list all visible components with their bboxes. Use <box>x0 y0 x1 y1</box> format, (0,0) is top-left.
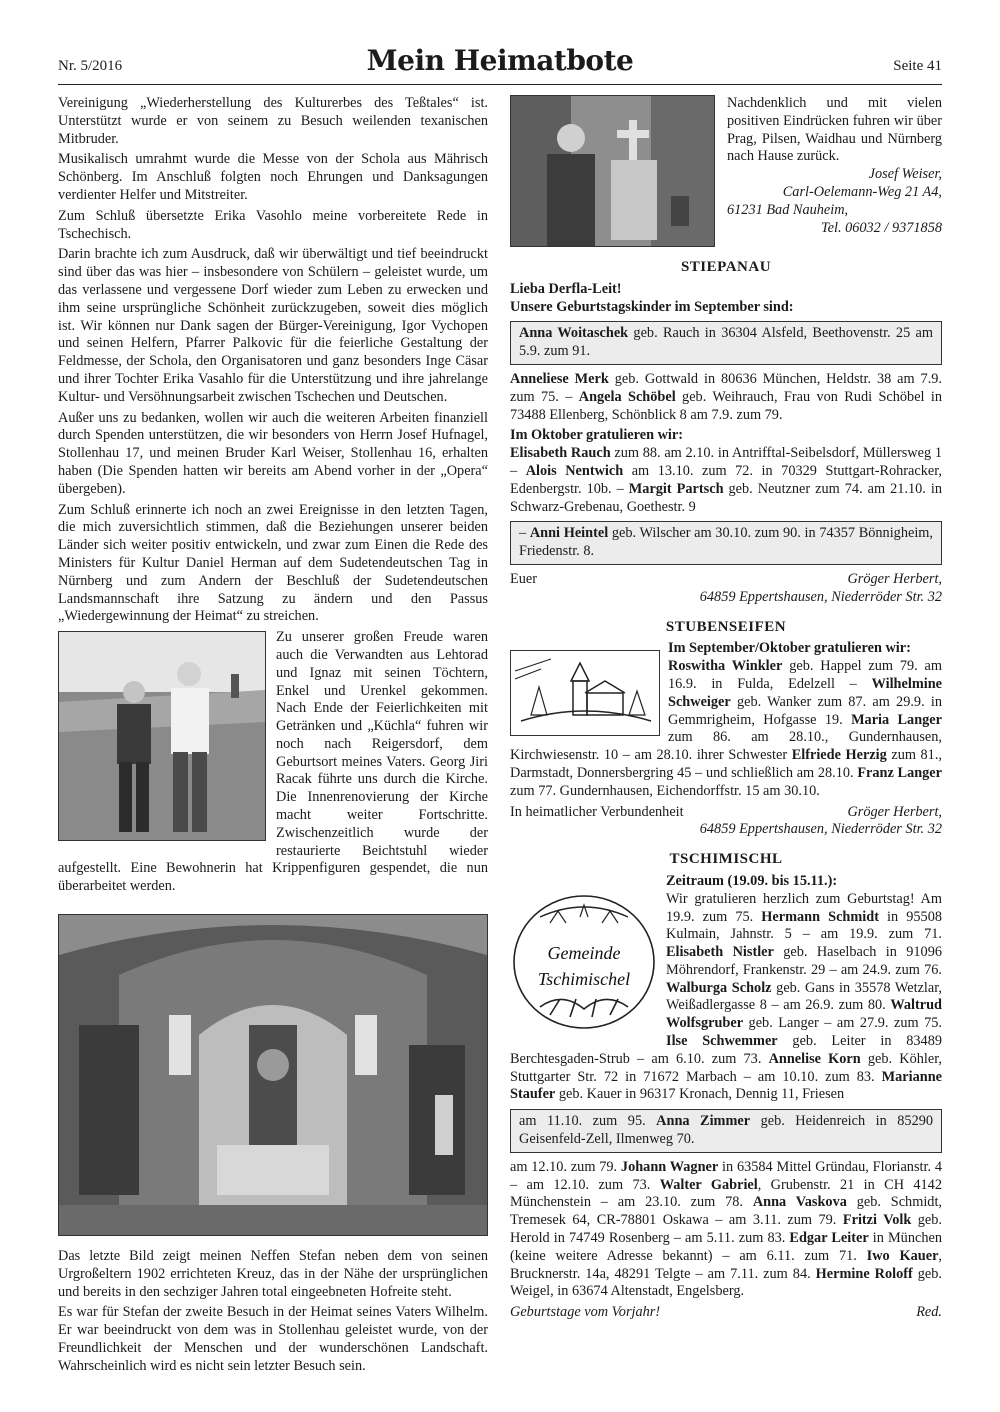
person-name: Elisabeth Nistler <box>666 944 774 961</box>
person-name: Hermine Roloff <box>815 1265 913 1282</box>
paragraph: Es war für Stefan der zweite Besuch in der Heimat seines Vaters Wilhelm. Er war beeindruckt von dem was in Stollenhau geleistet wurde, von der Freundlichkeit der Menschen und der wunderschönen Landschaft. Wahrscheinlich wird es nicht sein letzter Besuch sein. <box>58 1304 488 1374</box>
paragraph: Zum Schluß übersetzte Erika Vasohlo meine vorbereitete Rede in Tschechisch. <box>58 207 488 242</box>
relatives-section <box>58 629 488 896</box>
issue-number: Nr. 5/2016 <box>58 58 123 74</box>
entry-text: geb. Herold in 74749 Rosenberg – am 5.11. zum 83. <box>510 1212 942 1247</box>
paragraph: Vereinigung „Wiederherstellung des Kulturerbes des Teßtales“ ist. Unterstützt wurde er von seinem zu Besuch weilenden texanischen Mitbruder. <box>58 95 488 147</box>
entry-text: , Grubenstr. 21 in CH 4142 Münchenstein – am 23.10. zum 78. <box>510 1176 942 1211</box>
logo-text-line2: Tschimischel <box>537 968 631 989</box>
entry-text: geb. Haselbach in 91096 Möhrendorf, Frankenstr. 29 – am 24.9. zum 76. <box>666 944 943 978</box>
entry-text: zum 86. am 28.10., Gundernhausen, Kirchwiesenstr. 10 – am 28.10. ihrer Schwester <box>510 729 942 764</box>
stefan-cross-photo <box>510 95 715 247</box>
person-name: Waltrud Wolfsgruber <box>666 997 942 1032</box>
church-interior-photo <box>58 914 488 1236</box>
person-name: Franz Langer <box>857 764 943 781</box>
page-header <box>58 44 942 85</box>
stubenseifen-heading: Im September/Oktober gratulieren wir: <box>668 640 911 657</box>
closing-row <box>510 804 942 822</box>
birthday-list <box>510 371 942 424</box>
person-name: Angela Schöbel <box>578 388 676 405</box>
entry-text: geb. Wanker zum 87. am 29.9. in Gemmrigheim, Hofgasse 19. <box>668 693 942 728</box>
paragraph: Zu unserer großen Freude waren auch die Verwandten aus Lehtorad und Ignaz mit seinen Töchtern, Enkel und Urenkel gekommen. Nach Ende der Feierlichkeiten mit Getränken und „Küchla“ fuhren wir noch nach Reigersdorf, dem Geburtsort meines Vaters. Georg Jiri Racak führte uns durch die Kirche. Die Innenrenovierung der Kirche macht weiter Fortschritte. Zwischenzeitlich wurde der restaurierte Beichtstuhl wieder aufgestellt. Eine Bewohnerin hat Krippenfiguren gespendet, die nun überarbeitet werden. <box>58 629 488 895</box>
closing-text: Euer <box>510 570 537 587</box>
entry-text: , Brucknerstr. 14a, 48291 Telgte – am 7.11. zum 84. <box>510 1247 942 1282</box>
paragraph: Zum Schluß erinnerte ich noch an zwei Ereignisse in den letzten Tagen, die mich zuversichtlich stimmen, daß die Beziehungen unserer beiden Länder sich weiter positiv entwickeln, und zwar zum Einen die Rede des Ministers für Kultur Daniel Herman auf dem Sudetendeutschen Tag in Nürnberg und zum Andern der Beschluß der Sudetendeutschen Landsmannschaft ihre Satzung zu ändern und den Passus „Wiedergewinnung der Heimat“ zu streichen. <box>58 501 488 625</box>
section-title-tschimischl: TSCHIMISCHL <box>669 851 783 868</box>
signature-city: 61231 Bad Nauheim, <box>727 201 849 218</box>
highlight-box <box>510 1109 942 1153</box>
paragraph: Darin brachte ich zum Ausdruck, daß wir überwältigt und tief beeindruckt sind über das was hier – insbesondere von Schülern – geleistet wurde, um das verlassene und vergessene Dorf wieder zum Leben zu erwecken und ihm seine ursprüngliche Schönheit zurückzugeben, soweit dies möglich ist. Wir können nur Dank sagen der Bürger-Vereinigung, Igor Vychopen und seinen Helfern, Pfarrer Palkovic für die feierliche Gestaltung der Feldmesse, der Schola, den Organisatoren und ganz besonders Inge Cäsar und ihrer Tochter Erika Vasahlo für die Unterstützung und ihre jahrelange Kultur- und Versöhnungsarbeit zwischen Tschechen und Deutschen. <box>58 246 488 405</box>
signature-tel: Tel. 06032 / 9371858 <box>820 219 942 236</box>
page-number: Seite 41 <box>893 58 942 74</box>
entry-text: in 95508 Kulmain, Jahnstr. 5 – am 19.9. zum 71. <box>666 908 942 943</box>
paragraph: Musikalisch umrahmt wurde die Messe von der Schola aus Mährisch Schönberg. Im Anschluß folgten noch Ehrungen und Danksagungen verdienter Helfer und Mitstreiter. <box>58 151 488 203</box>
closing-row <box>510 1304 942 1322</box>
closing-address: 64859 Eppertshausen, Niederröder Str. 32 <box>699 821 942 838</box>
entry-text: geb. Rauch in 36304 Alsfeld, Beethovenstr. 25 am 5.9. zum 91. <box>519 325 933 360</box>
person-name: Alois Nentwich <box>525 462 624 479</box>
entry-text: geb. Weihrauch, Frau von Rudi Schöbel in 73488 Ellenberg, Schönblick 8 am 7.9. zum 79. <box>510 388 942 423</box>
person-name: Anna Vaskova <box>752 1194 847 1211</box>
village-church-drawing <box>510 650 660 736</box>
section-title-stubenseifen: STUBENSEIFEN <box>665 618 787 635</box>
person-name: Elfriede Herzig <box>791 747 887 764</box>
entry-text: geb. Weigel, in 63674 Altenstadt, Engelsberg. <box>510 1265 942 1300</box>
entry-text: Wir gratulieren herzlich zum Geburtstag! Am 19.9. zum 75. <box>666 890 942 925</box>
entry-text: am 13.10. zum 72. in 70329 Stuttgart-Rohracker, Edenbergstr. 10b. – <box>510 462 942 497</box>
paragraph: Das letzte Bild zeigt meinen Neffen Stefan neben dem von seinen Urgroßeltern 1902 errichteten Kreuz, das in der Nähe der ursprünglichen und bereits in den sechziger Jahren total eingeebneten Hofreite steht. <box>58 1248 488 1300</box>
person-name: Walburga Scholz <box>666 979 772 996</box>
gemeinde-logo <box>510 887 658 1037</box>
person-name: Johann Wagner <box>620 1158 719 1175</box>
closing-signature: Gröger Herbert, <box>847 803 942 820</box>
person-name: Annelise Korn <box>768 1050 861 1067</box>
person-name: Iwo Kauer <box>866 1247 939 1264</box>
tschimischl-heading: Zeitraum (19.09. bis 15.11.): <box>666 872 838 889</box>
entry-text: in 63584 Mittel Gründau, Florianstr. 4 – am 12.10. zum 73. <box>510 1158 942 1193</box>
highlight-box <box>510 521 942 565</box>
person-name: Edgar Leiter <box>789 1230 869 1247</box>
intro-block <box>510 95 942 237</box>
person-name: Fritzi Volk <box>842 1212 912 1229</box>
person-name: Margit Partsch <box>628 480 724 497</box>
person-name: Walter Gabriel <box>659 1176 758 1193</box>
person-name: Elisabeth Rauch <box>510 445 611 462</box>
entry-text: geb. Happel zum 79. am 16.9. in Fulda, Edelzell – <box>668 658 942 692</box>
person-name: Wilhelmine Schweiger <box>668 675 942 710</box>
closing-address: 64859 Eppertshausen, Niederröder Str. 32 <box>699 588 942 605</box>
stiepanau-heading: Unsere Geburtstagskinder im September sind: <box>510 298 794 315</box>
relatives-photo <box>58 631 266 841</box>
closing-text: In heimatlicher Verbundenheit <box>510 803 684 820</box>
entry-text: am 12.10. zum 79. <box>510 1158 621 1175</box>
paragraph: Außer uns zu bedanken, wollen wir auch die weiteren Arbeiten finanziell durch Spenden unterstützen, die wir besonders von Herrn Josef Hufnagel, Stollenhau 17, und meinen Bruder Karl Weiser, Stollenhau 16, erhalten haben (Die Spenden hatten wir bereits am Abend vorher in der „Opera“ übergeben). <box>58 409 488 497</box>
entry-text: geb. Neutzner zum 74. am 21.10. in Schwarz-Grebenau, Goethestr. 9 <box>510 480 942 515</box>
person-name: Marianne Staufer <box>510 1068 942 1103</box>
entry-text: geb. Gottwald in 80636 München, Heldstr. 38 am 7.9. zum 75. – <box>510 370 943 405</box>
entry-text: geb. Heidenreich in 85290 Geisenfeld-Zell, Ilmenweg 70. <box>519 1113 934 1148</box>
section-title-stiepanau: STIEPANAU <box>680 259 772 275</box>
entry-text: geb. Leiter in 83489 Berchtesgaden-Strub – am 6.10. zum 73. <box>510 1033 942 1067</box>
entry-text: geb. Gans in 35578 Wetzlar, Weißadlergasse 8 – am 26.9. zum 80. <box>666 979 942 1014</box>
person-name: Anni Heintel <box>529 525 609 542</box>
tschimischl-block <box>510 873 942 1104</box>
closing-row <box>510 571 942 589</box>
birthday-list <box>510 1159 942 1301</box>
masthead-title: Mein Heimatbote <box>366 44 634 77</box>
highlight-box <box>510 321 942 365</box>
stubenseifen-block <box>510 640 942 800</box>
left-column <box>58 95 488 1379</box>
person-name: Anna Woitaschek <box>519 325 629 342</box>
person-name: Roswitha Winkler <box>668 658 783 675</box>
birthday-list <box>510 445 942 516</box>
person-name: Anna Zimmer <box>656 1113 751 1130</box>
closing-signature: Red. <box>916 1304 942 1321</box>
logo-text-line1: Gemeinde <box>547 942 621 963</box>
right-column <box>510 95 942 1322</box>
closing-signature: Gröger Herbert, <box>847 570 942 587</box>
entry-text: zum 81., Darmstadt, Donnersbergring 45 – und schließlich am 28.10. <box>510 747 942 781</box>
entry-text: zum 77. Gundernhausen, Eichendorffstr. 15 am 30.10. <box>510 782 820 799</box>
intro-text: Nachdenklich und mit vielen positiven Eindrücken fuhren wir über Prag, Pilsen, Waidhau und Nürnberg nach Hause zurück. <box>727 95 942 165</box>
closing-text: Geburtstage vom Vorjahr! <box>510 1304 661 1321</box>
entry-text: – <box>519 525 530 542</box>
entry-text: zum 88. am 2.10. in Antrifftal-Seibelsdorf, Müllersweg 1 – <box>510 445 942 479</box>
person-name: Ilse Schwemmer <box>666 1033 778 1050</box>
signature-street: Carl-Oelemann-Weg 21 A4, <box>782 183 942 200</box>
entry-text: geb. Kauer in 96317 Kronach, Dennig 11, Friesen <box>555 1086 845 1103</box>
entry-text: am 11.10. zum 95. <box>519 1113 657 1130</box>
entry-text: geb. Köhler, Stuttgarter Str. 72 in 71672 Marbach – am 10.10. zum 83. <box>510 1050 942 1085</box>
entry-text: geb. Schmidt, Tremesek 64, CR-78801 Oskawa – am 3.11. zum 79. <box>510 1194 942 1229</box>
entry-text: in München (keine weitere Adresse bekannt) – am 6.11. zum 71. <box>510 1230 942 1264</box>
october-heading: Im Oktober gratulieren wir: <box>510 427 683 444</box>
entry-text: geb. Wilscher am 30.10. zum 90. in 74357 Bönnigheim, Friedenstr. 8. <box>519 525 933 560</box>
person-name: Hermann Schmidt <box>761 908 879 925</box>
person-name: Anneliese Merk <box>510 370 609 387</box>
stiepanau-greeting: Lieba Derfla-Leit! <box>510 280 622 297</box>
person-name: Maria Langer <box>851 711 942 728</box>
entry-text: geb. Langer – am 27.9. zum 75. <box>743 1015 942 1032</box>
signature-name: Josef Weiser, <box>868 166 942 183</box>
